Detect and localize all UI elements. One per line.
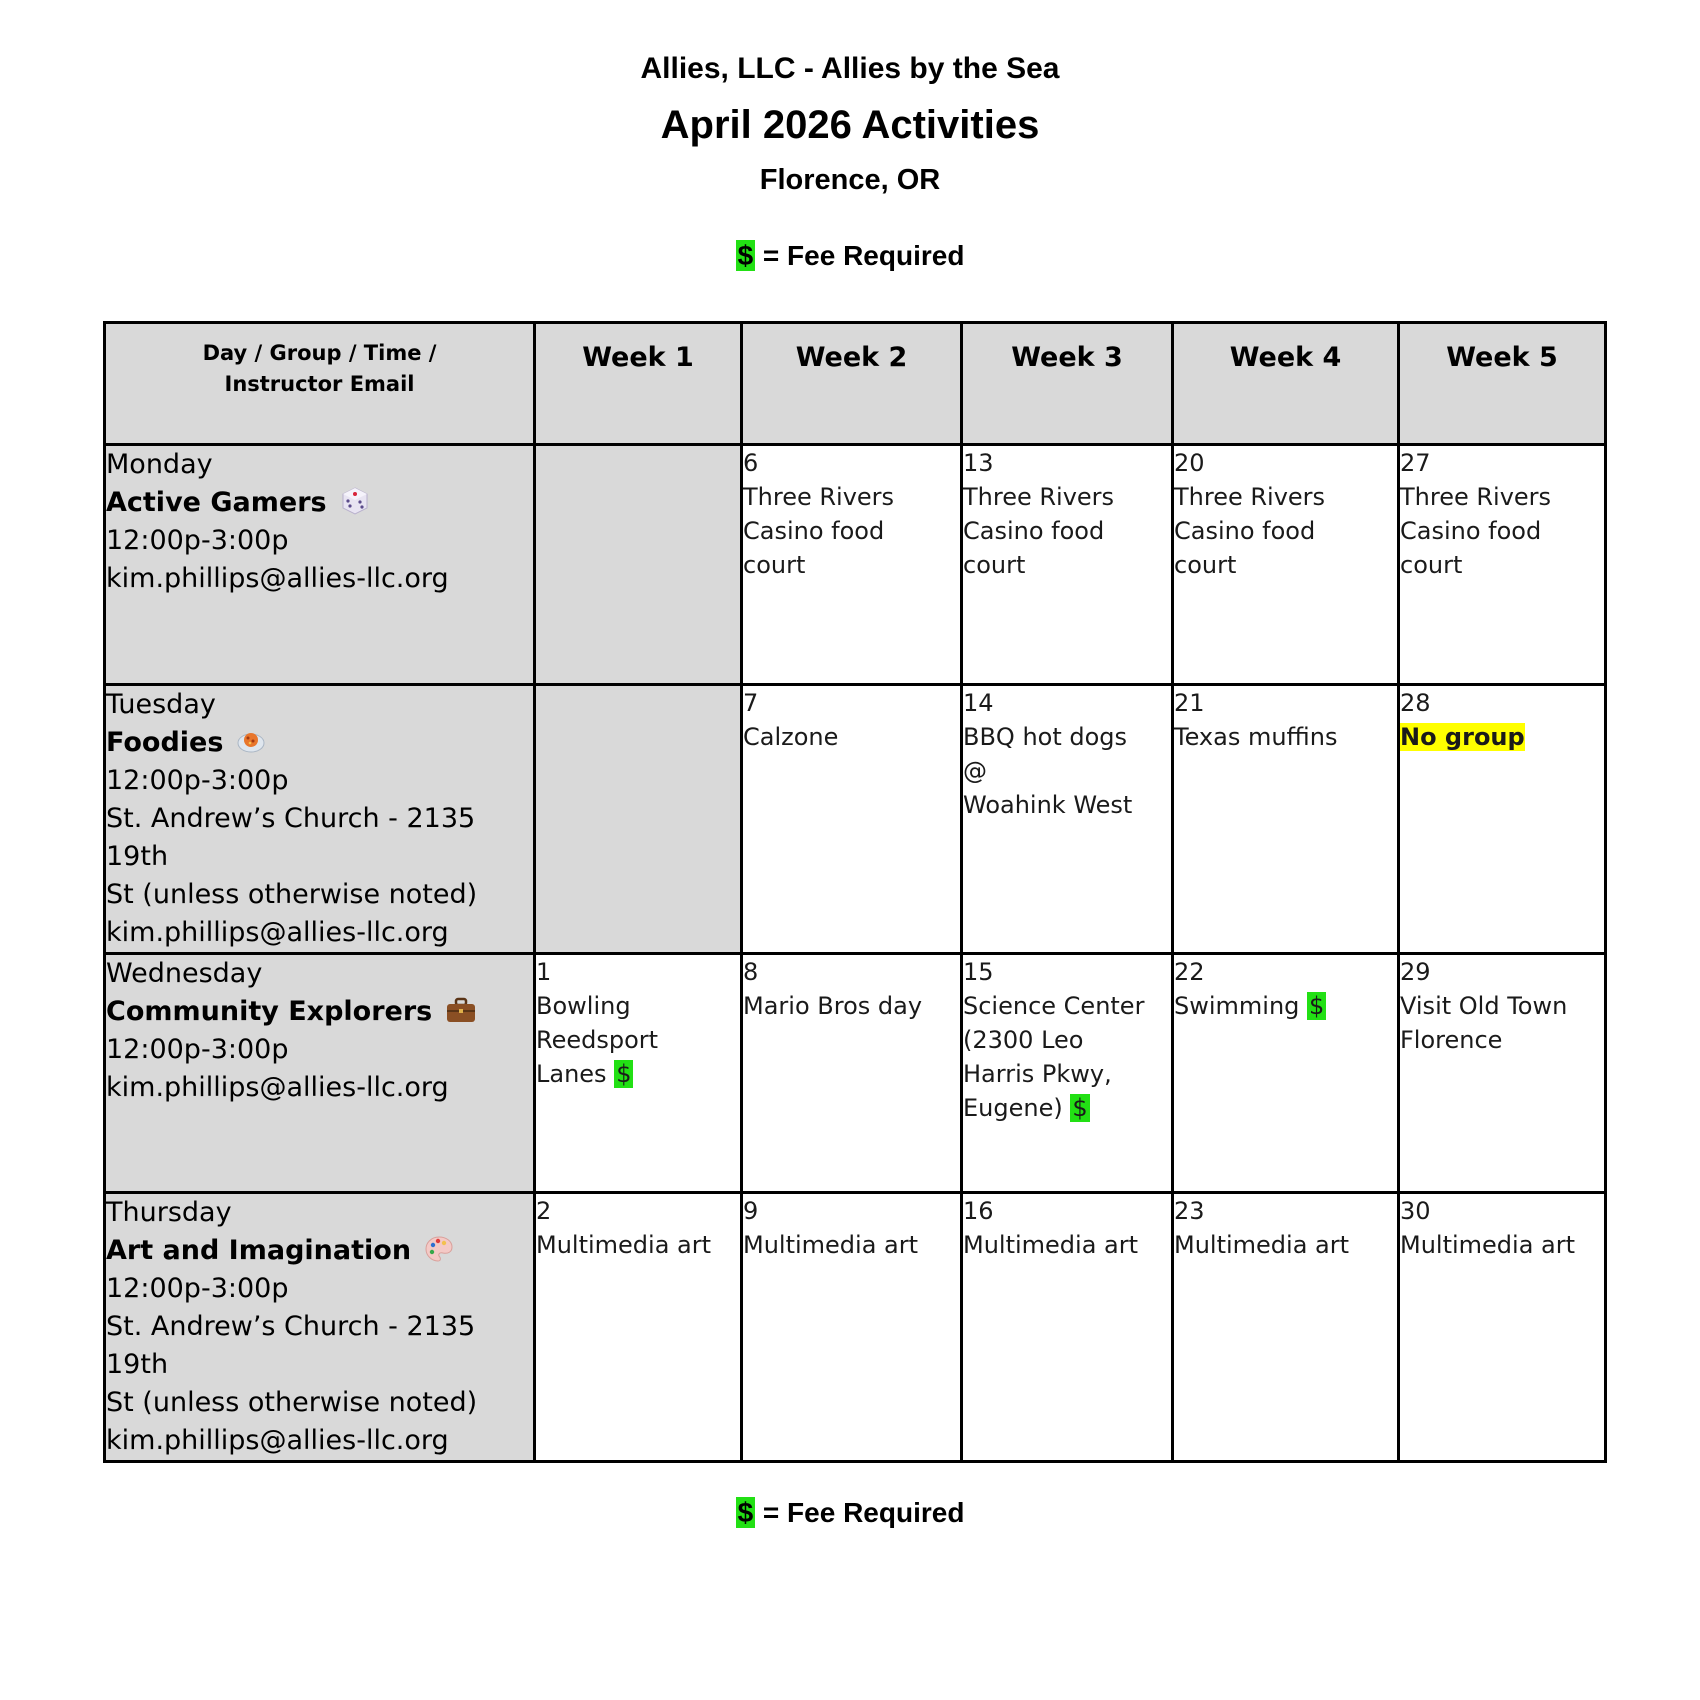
fee-legend-top <box>0 240 1700 272</box>
group-name: Active Gamers <box>106 484 533 522</box>
food-plate-icon <box>237 727 265 755</box>
day-cell-thursday <box>105 1193 535 1462</box>
activity-cell: 29 Visit Old Town Florence <box>1399 954 1606 1193</box>
day-cell-monday <box>105 445 535 685</box>
group-name: Foodies <box>106 724 533 762</box>
day-label: Thursday <box>106 1197 232 1228</box>
time: 12:00p-3:00p <box>106 1273 289 1304</box>
activity-cell: 8 Mario Bros day <box>742 954 962 1193</box>
dice-icon <box>341 487 369 515</box>
activity-cell: 20 Three Rivers Casino food court <box>1173 445 1399 685</box>
column-header-week-4: Week 4 <box>1173 323 1399 445</box>
palette-icon <box>425 1235 453 1263</box>
table-row <box>105 1193 1606 1462</box>
fee-symbol: $ <box>737 240 754 271</box>
table-row <box>105 445 1606 685</box>
location-line-1: St. Andrew’s Church - 2135 19th <box>106 803 476 872</box>
group-name: Community Explorers <box>106 993 533 1031</box>
time: 12:00p-3:00p <box>106 525 289 556</box>
table-row <box>105 954 1606 1193</box>
group-name: Art and Imagination <box>106 1232 533 1270</box>
activity-cell: 6 Three Rivers Casino food court <box>742 445 962 685</box>
column-header-week-1: Week 1 <box>535 323 742 445</box>
location-line-1: St. Andrew’s Church - 2135 19th <box>106 1311 476 1380</box>
org-name: Allies, LLC - Allies by the Sea <box>640 52 1060 85</box>
fee-legend-text: = Fee Required <box>755 240 965 271</box>
location: Florence, OR <box>759 164 941 196</box>
fee-symbol: $ <box>616 1060 632 1088</box>
day-cell-tuesday <box>105 685 535 954</box>
briefcase-icon <box>446 996 474 1024</box>
activity-cell: 23 Multimedia art <box>1173 1193 1399 1462</box>
instructor-email[interactable]: kim.phillips@allies-llc.org <box>106 917 449 948</box>
day-label: Monday <box>106 449 213 480</box>
activity-cell: 27 Three Rivers Casino food court <box>1399 445 1606 685</box>
activity-cell: 16 Multimedia art <box>962 1193 1173 1462</box>
activity-cell: 30 Multimedia art <box>1399 1193 1606 1462</box>
activity-cell: 2 Multimedia art <box>535 1193 742 1462</box>
page-title: April 2026 Activities <box>660 103 1040 147</box>
activity-cell: 13 Three Rivers Casino food court <box>962 445 1173 685</box>
location-line-2: St (unless otherwise noted) <box>106 879 478 910</box>
location-line-2: St (unless otherwise noted) <box>106 1387 478 1418</box>
activity-cell: 7 Calzone <box>742 685 962 954</box>
column-header-week-2: Week 2 <box>742 323 962 445</box>
empty-cell <box>535 445 742 685</box>
fee-symbol: $ <box>737 1497 754 1528</box>
column-header-week-3: Week 3 <box>962 323 1173 445</box>
instructor-email[interactable]: kim.phillips@allies-llc.org <box>106 563 449 594</box>
activity-cell: 28 No group <box>1399 685 1606 954</box>
day-label: Tuesday <box>106 689 216 720</box>
instructor-email[interactable]: kim.phillips@allies-llc.org <box>106 1072 449 1103</box>
activity-cell: 15 Science Center (2300 Leo Harris Pkwy, Eugene) $ <box>962 954 1173 1193</box>
fee-legend-bottom <box>0 1497 1700 1529</box>
instructor-email[interactable]: kim.phillips@allies-llc.org <box>106 1425 449 1456</box>
column-header-day: Day / Group / Time / Instructor Email <box>105 323 535 445</box>
activity-cell: 1 Bowling Reedsport Lanes $ <box>535 954 742 1193</box>
fee-symbol: $ <box>1072 1094 1088 1122</box>
activity-cell: 14 BBQ hot dogs @ Woahink West <box>962 685 1173 954</box>
fee-symbol: $ <box>1309 992 1325 1020</box>
no-group-highlight: No group <box>1400 723 1525 751</box>
activity-cell: 9 Multimedia art <box>742 1193 962 1462</box>
time: 12:00p-3:00p <box>106 765 289 796</box>
table-row <box>105 685 1606 954</box>
column-header-week-5: Week 5 <box>1399 323 1606 445</box>
day-cell-wednesday <box>105 954 535 1193</box>
activity-cell: 22 Swimming $ <box>1173 954 1399 1193</box>
activity-cell: 21 Texas muffins <box>1173 685 1399 954</box>
empty-cell <box>535 685 742 954</box>
table-header-row <box>105 323 1606 445</box>
time: 12:00p-3:00p <box>106 1034 289 1065</box>
day-label: Wednesday <box>106 958 263 989</box>
activities-table <box>103 321 1607 1463</box>
fee-legend-text: = Fee Required <box>755 1497 965 1528</box>
